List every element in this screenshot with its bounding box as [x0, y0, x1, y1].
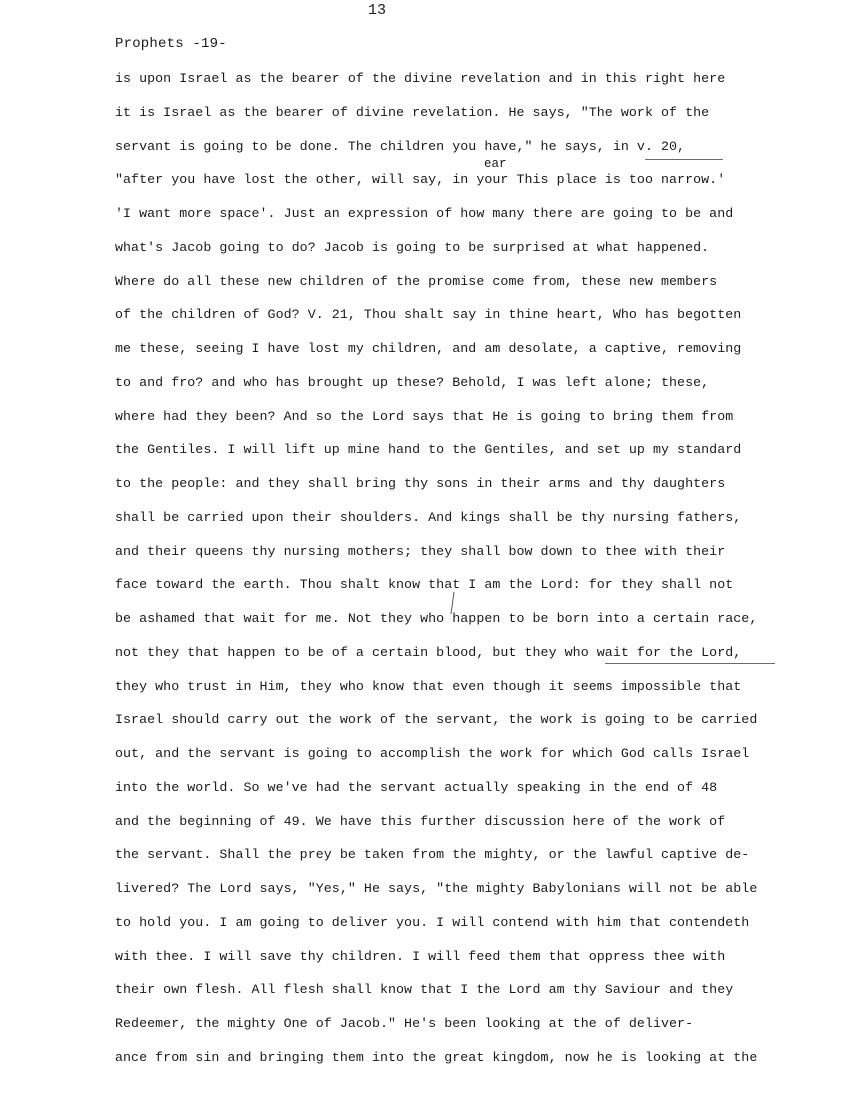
text-line: ance from sin and bringing them into the great kingdom, now he is looking at the	[115, 1049, 758, 1065]
text-line: face toward the earth. Thou shalt know that I am the Lord: for they shall not	[115, 577, 734, 593]
text-line: the servant. Shall the prey be taken from the mighty, or the lawful captive de-	[115, 847, 750, 863]
interlinear-insertion: ear	[484, 157, 507, 171]
text-line: Redeemer, the mighty One of Jacob." He's been looking at the of deliver-	[115, 1016, 694, 1031]
text-line: it is Israel as the bearer of divine revelation. He says, "The work of the	[115, 104, 710, 120]
text-line: 'I want more space'. Just an expression of how many there are going to be and	[115, 206, 734, 221]
text-line: be ashamed that wait for me. Not they who happen to be born into a certain race,	[115, 611, 758, 626]
text-line: they who trust in Him, they who know that even though it seems impossible that	[115, 678, 742, 694]
text-line: of the children of God? V. 21, Thou shalt say in thine heart, Who has begotten	[115, 307, 742, 323]
body-text	[115, 70, 815, 1083]
text-line: "after you have lost the other, will say, in your This place is too narrow.'	[115, 172, 726, 188]
text-line: to the people: and they shall bring thy sons in their arms and thy daughters	[115, 476, 726, 491]
text-line: where had they been? And so the Lord says that He is going to bring them from	[115, 408, 734, 424]
text-line: to and fro? and who has brought up these? Behold, I was left alone; these,	[115, 374, 710, 390]
running-head: Prophets -19-	[115, 36, 227, 52]
text-line: is upon Israel as the bearer of the divine revelation and in this right here	[115, 71, 726, 86]
text-line: servant is going to be done. The children you have," he says, in v. 20,	[115, 138, 686, 154]
page-number: 13	[368, 2, 387, 19]
text-line: the Gentiles. I will lift up mine hand to the Gentiles, and set up my standard	[115, 442, 742, 458]
text-line: what's Jacob going to do? Jacob is going to be surprised at what happened.	[115, 239, 710, 255]
text-line: and the beginning of 49. We have this further discussion here of the work of	[115, 813, 726, 829]
text-line: Where do all these new children of the promise come from, these new members	[115, 273, 718, 289]
text-line: me these, seeing I have lost my children, and am desolate, a captive, removing	[115, 341, 742, 356]
text-line: to hold you. I am going to deliver you. I will contend with him that contendeth	[115, 914, 750, 930]
text-line: shall be carried upon their shoulders. And kings shall be thy nursing fathers,	[115, 509, 742, 525]
text-line: Israel should carry out the work of the servant, the work is going to be carried	[115, 712, 758, 728]
text-line: livered? The Lord says, "Yes," He says, "the mighty Babylonians will not be able	[115, 881, 758, 896]
text-line: not they that happen to be of a certain blood, but they who wait for the Lord,	[115, 644, 742, 660]
text-line: out, and the servant is going to accomplish the work for which God calls Israel	[115, 746, 750, 761]
text-line: with thee. I will save thy children. I will feed them that oppress thee with	[115, 948, 726, 964]
text-line: into the world. So we've had the servant actually speaking in the end of 48	[115, 779, 718, 795]
text-line: their own flesh. All flesh shall know that I the Lord am thy Saviour and they	[115, 982, 734, 998]
text-line: and their queens thy nursing mothers; they shall bow down to thee with their	[115, 543, 726, 559]
